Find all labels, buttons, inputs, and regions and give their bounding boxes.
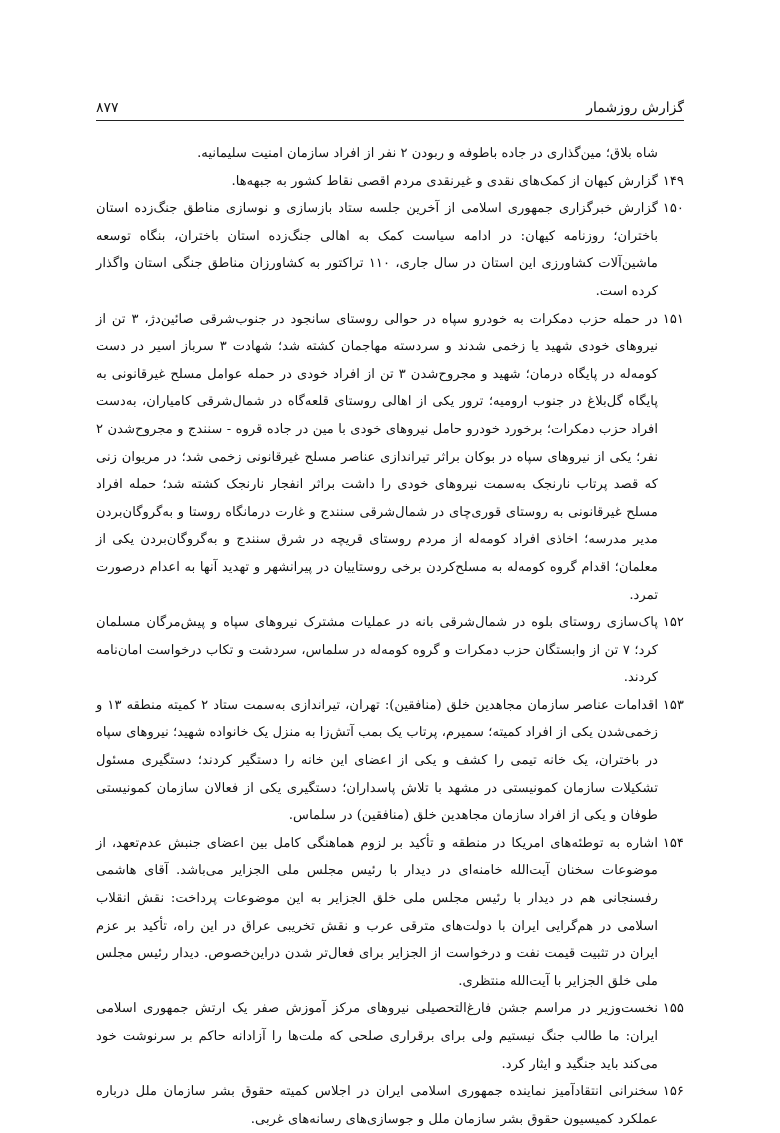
entry-number: ۱۵۳ [662, 697, 684, 713]
entry-number: ۱۵۲ [662, 615, 684, 631]
entry-text: اقدامات عناصر سازمان مجاهدین خلق (منافقین): تهران، تیراندازی به‌سمت ستاد ۲ کمیته منطقه ۱۳ و زخمی‌شدن یکی از افراد کمیته؛ سمیرم، پرتاب یک بمب آتش‌زا به منزل یک خانواده شهید؛ نیروهای سپاه در باختران، یک خانه تیمی را کشف و یکی از اعضای این خانه را دستگیر کردند؛ دستگیری مسئول تشکیلات سازمان کمونیستی در مشهد با تلاش پاسداران؛ دستگیری یکی از فعالان سازمان کمونیستی طوفان و یکی از افراد سازمان مجاهدین خلق (منافقین) در سلماس. [96, 697, 658, 824]
entry-154 [96, 830, 684, 996]
entry-text: پاک‌سازی روستای بلوه در شمال‌شرقی بانه در عملیات مشترک نیروهای سپاه و پیش‌مرگان مسلمان کرد؛ ۷ تن از وابستگان حزب دمکرات و گروه کومه‌له در سلماس، سردشت و تکاب درخواست امان‌نامه کردند. [96, 615, 658, 686]
entry-number: ۱۵۰ [662, 201, 684, 217]
body-text [96, 140, 684, 1133]
entry-number: ۱۵۴ [662, 835, 684, 851]
entry-152 [96, 609, 684, 692]
entry-number: ۱۵۵ [662, 1001, 684, 1017]
entry-number: ۱۵۱ [662, 311, 684, 327]
entry-text: گزارش خبرگزاری جمهوری اسلامی از آخرین جلسه ستاد بازسازی و نوسازی مناطق جنگ‌زده استان باختران؛ روزنامه‌ کیهان: در ادامه سیاست کمک به اهالی جنگ‌زده استان باختران، بنگاه توسعه ماشین‌آلات کشاورزی این استان در سال جاری، ۱۱۰ تراکتور به کشاورزان مناطق جنگی استان واگذار کرده است. [96, 201, 658, 299]
page-number: ۸۷۷ [96, 100, 119, 116]
entry-149 [96, 168, 684, 196]
running-title: گزارش روزشمار [586, 100, 684, 116]
header-rule [96, 120, 684, 121]
entry-number: ۱۵۶ [662, 1084, 684, 1100]
running-header [96, 92, 684, 116]
entry-155 [96, 995, 684, 1078]
continuation-paragraph: شاه بلاق؛ مین‌گذاری در جاده باطوفه و ربودن ۲ نفر از افراد سازمان امنیت سلیمانیه. [197, 146, 658, 161]
entry-153 [96, 692, 684, 830]
entry-text: سخنرانی انتقادآمیز نماینده جمهوری اسلامی ایران در اجلاس کمیته حقوق بشر سازمان ملل درباره عملکرد کمیسیون حقوق بشر سازمان ملل و جوسازی‌های رسانه‌های غربی. [96, 1084, 658, 1127]
entry-text: نخست‌وزیر در مراسم جشن فارغ‌التحصیلی نیروهای مرکز آموزش صفر یک ارتش جمهوری اسلامی ایران: ما طالب جنگ نیستیم ولی برای برقراری صلحی که ملت‌ها را آزادانه حاکم بر سرنوشت خود می‌کند باید جنگید و ایثار کرد. [96, 1001, 658, 1072]
entry-150 [96, 195, 684, 305]
entry-text: اشاره به توطئه‌های امریکا در منطقه و تأکید بر لزوم هماهنگی کامل بین اعضای جنبش عدم‌تعهد، از موضوعات سخنان آیت‌الله خامنه‌ای در دیدار با رئیس مجلس ملی الجزایر می‌باشد. آقای هاشمی رفسنجانی هم در دیدار با رئیس مجلس ملی خلق الجزایر به این موضوعات پرداخت: نقش انقلاب اسلامی در هم‌گرایی ایران با دولت‌های مترقی عرب و نقش تخریبی عراق در این راه، تأکید بر عزم ایران در تثبیت قیمت نفت و درخواست از الجزایر برای فعال‌تر شدن دراین‌خصوص. دیدار رئیس مجلس ملی خلق الجزایر با آیت‌الله منتظری. [96, 835, 658, 989]
entry-156 [96, 1078, 684, 1133]
entry-text: گزارش کیهان از کمک‌های نقدی و غیرنقدی مردم اقصی نقاط کشور به جبهه‌ها. [231, 173, 658, 189]
entry-151 [96, 306, 684, 610]
entry-text: در حمله حزب دمکرات به خودرو سپاه در حوالی روستای سانجود در جنوب‌شرقی صائین‌دژ، ۳ تن از نیروهای خودی شهید یا زخمی شدند و سردسته مهاجمان کشته شد؛ شهادت ۳ سرباز اسیر در دست کومه‌له در پایگاه درمان؛ شهید و مجروح‌شدن ۳ تن از افراد خودی در حمله عوامل مسلح غیرقانونی به پایگاه گل‌بلاغ در جنوب ارومیه؛ ترور یکی از اهالی روستای قلعه‌گاه در شمال‌شرقی کامیاران، به‌دست افراد حزب دمکرات؛ برخورد خودرو حامل نیروهای خودی با مین در جاده قروه - سنندج و مجروح‌شدن ۲ نفر؛ یکی از نیروهای سپاه در بوکان براثر تیراندازی عناصر مسلح غیرقانونی زخمی شد؛ در مریوان زنی که قصد پرتاب نارنجک به‌سمت نیروهای خودی را داشت براثر انفجار نارنجک کشته شد؛ حمله افراد مسلح غیرقانونی به روستای قوری‌چای در شمال‌شرقی سنندج و غارت درمانگاه روستا و به‌گروگان‌بردن مدیر مدرسه؛ اخاذی افراد کومه‌له از مردم روستای قریچه در شرق سنندج و به‌گروگان‌بردن یکی از معلمان؛ اقدام گروه کومه‌له به مسلح‌کردن برخی روستاییان در پیرانشهر و تهدید آنها به اعدام درصورت تمرد. [96, 311, 659, 603]
entry-number: ۱۴۹ [662, 173, 684, 189]
